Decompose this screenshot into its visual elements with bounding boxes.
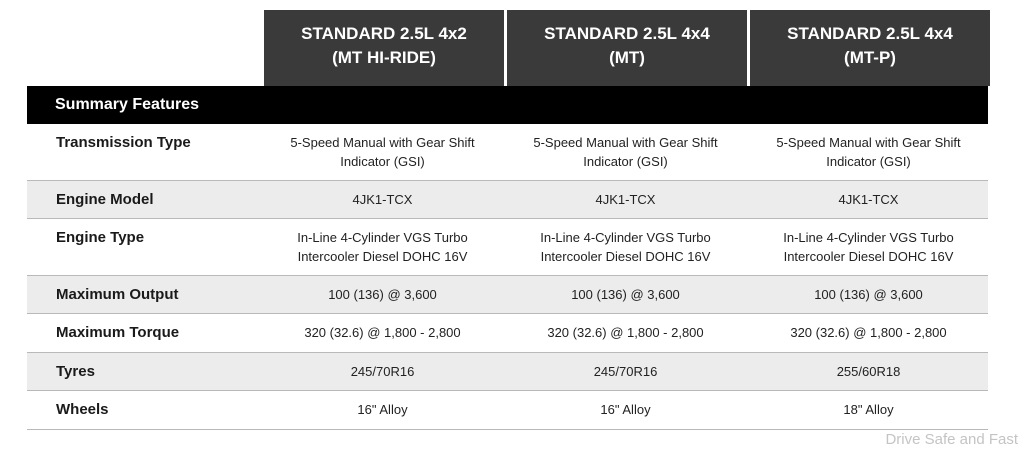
cell-line: 5-Speed Manual with Gear Shift <box>290 135 475 150</box>
cell-line: 100 (136) @ 3,600 <box>814 287 923 302</box>
cell-line: 245/70R16 <box>350 364 415 379</box>
spec-table <box>27 10 988 430</box>
cell-line: 5-Speed Manual with Gear Shift <box>776 135 961 150</box>
column-header-line1: STANDARD 2.5L 4x4 <box>787 24 953 43</box>
watermark: Drive Safe and Fast <box>885 431 1018 448</box>
cell-line: 100 (136) @ 3,600 <box>328 287 437 302</box>
table-cell <box>747 353 990 390</box>
row-label: Maximum Torque <box>56 324 180 341</box>
row-label: Tyres <box>56 363 95 380</box>
row-label: Engine Model <box>56 191 154 208</box>
table-cell <box>504 314 747 352</box>
cell-line: Indicator (GSI) <box>826 154 911 169</box>
table-cell <box>261 314 504 352</box>
table-cell <box>261 391 504 429</box>
cell-line: Intercooler Diesel DOHC 16V <box>783 249 954 264</box>
table-cell <box>747 124 990 180</box>
cell-line: 5-Speed Manual with Gear Shift <box>533 135 718 150</box>
table-cell <box>261 219 504 275</box>
table-cell <box>747 391 990 429</box>
table-row <box>27 314 988 353</box>
table-row <box>27 219 988 276</box>
cell-line: Intercooler Diesel DOHC 16V <box>540 249 711 264</box>
cell-line: In-Line 4-Cylinder VGS Turbo <box>783 230 954 245</box>
column-header-line2: (MT HI-RIDE) <box>332 48 436 67</box>
section-title: Summary Features <box>55 96 200 113</box>
column-header-line1: STANDARD 2.5L 4x4 <box>544 24 710 43</box>
row-label: Engine Type <box>56 229 145 246</box>
cell-line: Intercooler Diesel DOHC 16V <box>297 249 468 264</box>
column-header-line2: (MT) <box>609 48 645 67</box>
table-cell <box>504 276 747 313</box>
table-cell <box>504 181 747 218</box>
cell-line: 4JK1-TCX <box>838 192 899 207</box>
table-cell <box>747 181 990 218</box>
cell-line: 16" Alloy <box>600 402 651 417</box>
table-row <box>27 276 988 314</box>
cell-line: 4JK1-TCX <box>595 192 656 207</box>
row-label: Maximum Output <box>56 286 179 303</box>
table-cell <box>261 181 504 218</box>
header-blank <box>27 10 261 86</box>
cell-line: 320 (32.6) @ 1,800 - 2,800 <box>547 325 704 340</box>
column-header-line1: STANDARD 2.5L 4x2 <box>301 24 467 43</box>
table-cell <box>747 219 990 275</box>
table-cell <box>261 353 504 390</box>
table-cell <box>504 353 747 390</box>
cell-line: Indicator (GSI) <box>583 154 668 169</box>
cell-line: 320 (32.6) @ 1,800 - 2,800 <box>304 325 461 340</box>
cell-line: 18" Alloy <box>843 402 894 417</box>
header-row <box>27 10 988 86</box>
row-label: Transmission Type <box>56 134 191 151</box>
column-header-4x4-mt-p <box>750 10 990 86</box>
cell-line: 255/60R18 <box>836 364 901 379</box>
column-header-line2: (MT-P) <box>844 48 896 67</box>
table-row <box>27 181 988 219</box>
cell-line: In-Line 4-Cylinder VGS Turbo <box>297 230 468 245</box>
cell-line: 245/70R16 <box>593 364 658 379</box>
section-title-bar <box>27 86 988 124</box>
cell-line: 4JK1-TCX <box>352 192 413 207</box>
row-label: Wheels <box>56 401 109 418</box>
table-cell <box>504 391 747 429</box>
table-cell <box>747 314 990 352</box>
table-row <box>27 124 988 181</box>
cell-line: 100 (136) @ 3,600 <box>571 287 680 302</box>
table-cell <box>504 124 747 180</box>
column-header-4x4-mt <box>507 10 747 86</box>
cell-line: 320 (32.6) @ 1,800 - 2,800 <box>790 325 947 340</box>
cell-line: In-Line 4-Cylinder VGS Turbo <box>540 230 711 245</box>
table-cell <box>747 276 990 313</box>
cell-line: 16" Alloy <box>357 402 408 417</box>
table-row <box>27 353 988 391</box>
table-cell <box>261 276 504 313</box>
table-row <box>27 391 988 430</box>
cell-line: Indicator (GSI) <box>340 154 425 169</box>
table-cell <box>261 124 504 180</box>
table-cell <box>504 219 747 275</box>
column-header-4x2-mt-hi-ride <box>264 10 504 86</box>
